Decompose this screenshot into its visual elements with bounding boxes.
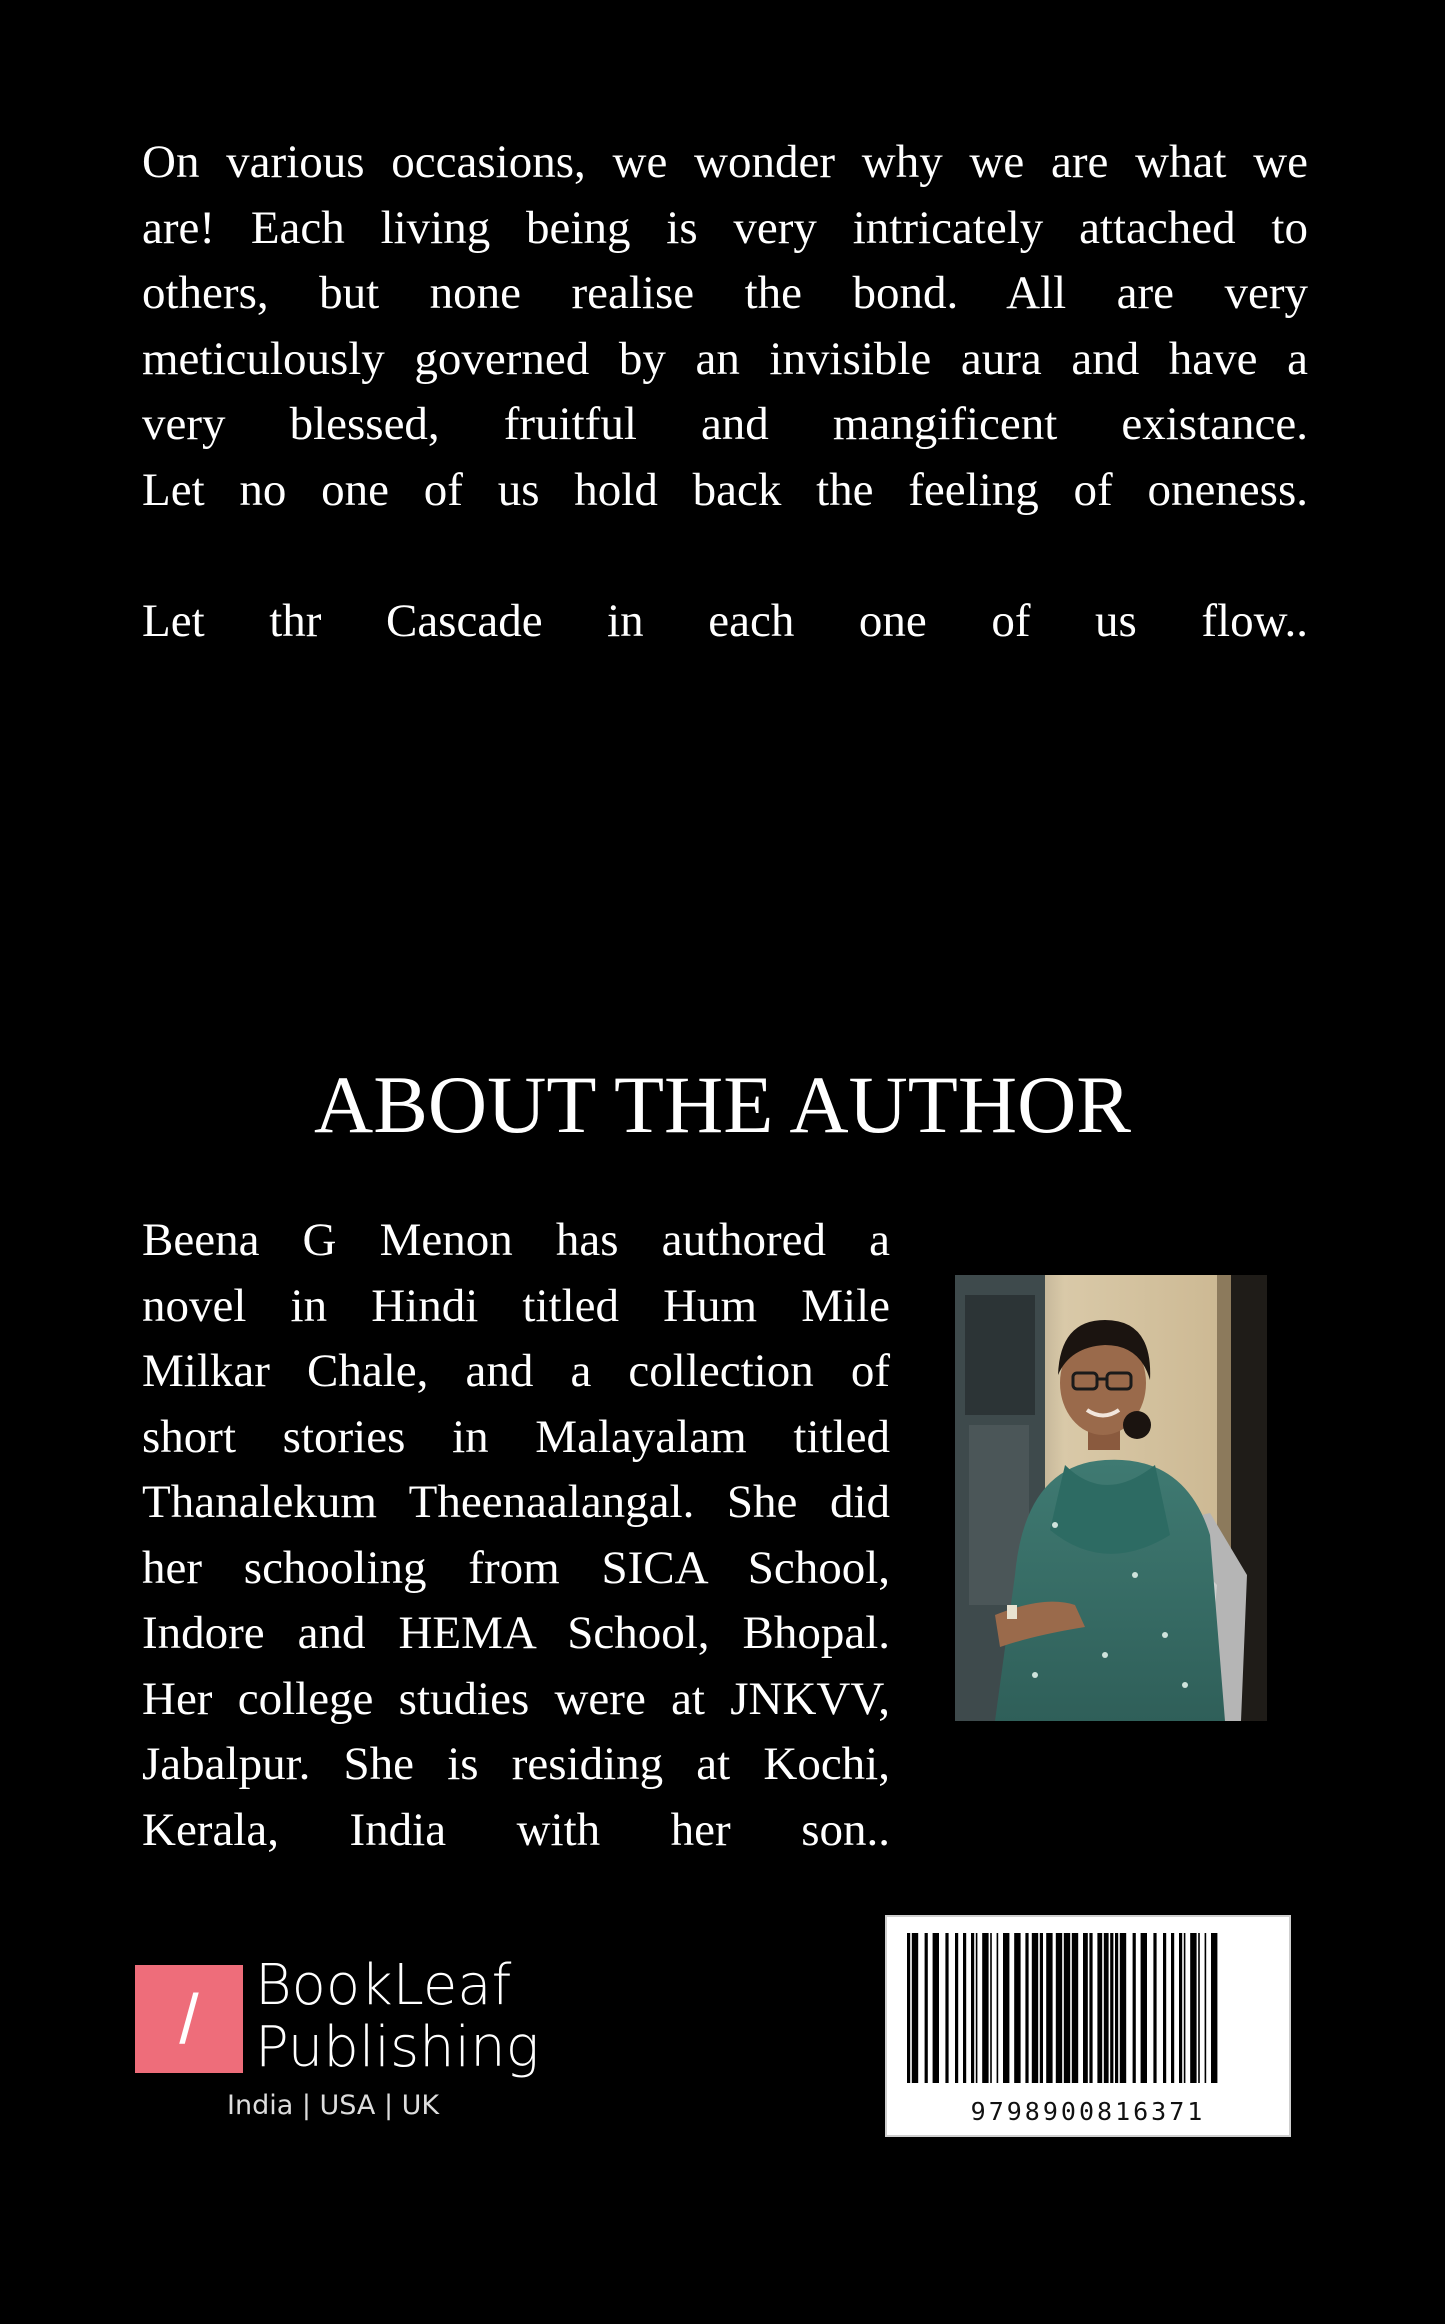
blurb-line: are! Each living being is very intricately attached to <box>142 201 1308 254</box>
barcode-bar <box>1133 1933 1136 2083</box>
barcode-bar <box>1120 1933 1126 2083</box>
barcode-bar <box>1025 1933 1028 2083</box>
blurb-line: meticulously governed by an invisible aura and have a <box>142 332 1308 385</box>
bio-line: novel in Hindi titled Hum Mile <box>142 1279 890 1332</box>
barcode-bar <box>955 1933 958 2083</box>
barcode-bar <box>1205 1933 1207 2083</box>
bio-line: her schooling from SICA School, <box>142 1541 890 1594</box>
author-bio <box>142 1208 890 1863</box>
barcode-bar <box>1032 1933 1038 2083</box>
barcode-bar <box>1171 1933 1174 2083</box>
barcode-bar <box>1179 1933 1182 2083</box>
barcode-bar <box>963 1933 966 2083</box>
barcode-bar <box>1184 1933 1186 2083</box>
blurb-line: very blessed, fruitful and mangificent existance. <box>142 398 1308 450</box>
barcode-bar <box>1089 1933 1092 2083</box>
barcode-bar <box>971 1933 974 2083</box>
barcode-bar <box>1064 1933 1070 2083</box>
blurb-line: Let thr Cascade in each one of us flow.. <box>142 594 1308 647</box>
barcode-bar <box>1163 1933 1166 2083</box>
barcode-bar <box>976 1933 978 2083</box>
bio-line: Beena G Menon has authored a <box>142 1214 890 1266</box>
barcode-bar <box>1040 1933 1043 2083</box>
publisher-name-line1: BookLeaf <box>255 1953 512 2018</box>
barcode-bar <box>1046 1933 1052 2083</box>
bio-line: Kerala, India with her son.. <box>142 1803 890 1856</box>
blurb <box>142 130 1308 654</box>
bio-line: Thanalekum Theenaalangal. She did <box>142 1476 890 1528</box>
bio-line: Jabalpur. She is residing at Kochi, <box>142 1738 890 1790</box>
author-photo <box>955 1275 1267 1721</box>
barcode-bar <box>933 1933 939 2083</box>
barcode-bar <box>1115 1933 1118 2083</box>
paragraph-spacer <box>142 523 1308 589</box>
barcode-bar <box>1097 1933 1102 2083</box>
barcode-bar <box>912 1933 918 2083</box>
publisher-regions: India | USA | UK <box>227 2090 440 2121</box>
bio-line: Indore and HEMA School, Bhopal. <box>142 1607 890 1659</box>
barcode-bars <box>905 1933 1271 2103</box>
publisher-mark: / <box>135 1965 243 2073</box>
bio-line: Milkar Chale, and a collection of <box>142 1345 890 1397</box>
bio-line: short stories in Malayalam titled <box>142 1410 890 1463</box>
blurb-line: Let no one of us hold back the feeling of oneness. <box>142 463 1308 516</box>
publisher-logo <box>135 1955 555 2135</box>
bio-line: Her college studies were at JNKVV, <box>142 1672 890 1725</box>
barcode-bar <box>1190 1933 1196 2083</box>
barcode-bar <box>1198 1933 1200 2083</box>
author-photo-illustration <box>955 1275 1267 1721</box>
barcode-bar <box>1014 1933 1020 2083</box>
barcode-bar <box>1110 1933 1113 2083</box>
barcode-bar <box>1153 1933 1156 2083</box>
barcode-bar <box>1003 1933 1009 2083</box>
barcode-bar <box>1072 1933 1078 2083</box>
barcode-bar <box>1141 1933 1147 2083</box>
barcode-bar <box>997 1933 999 2083</box>
barcode-bar <box>1056 1933 1062 2083</box>
publisher-name <box>255 1955 539 2079</box>
barcode-bar <box>982 1933 988 2083</box>
blurb-line: others, but none realise the bond. All are very <box>142 267 1308 319</box>
isbn-barcode <box>885 1915 1291 2137</box>
barcode-bar <box>945 1933 948 2083</box>
barcode-bar <box>907 1933 910 2083</box>
isbn-number: 9798900816371 <box>970 2097 1206 2126</box>
barcode-bar <box>1083 1933 1088 2083</box>
publisher-name-line2: Publishing <box>255 2015 540 2080</box>
blurb-line: On various occasions, we wonder why we are what we <box>142 136 1308 188</box>
barcode-bar <box>1104 1933 1109 2083</box>
barcode-bar <box>990 1933 992 2083</box>
barcode-bar <box>925 1933 928 2083</box>
about-heading: ABOUT THE AUTHOR <box>314 1059 1131 1150</box>
barcode-bar <box>1211 1933 1217 2083</box>
